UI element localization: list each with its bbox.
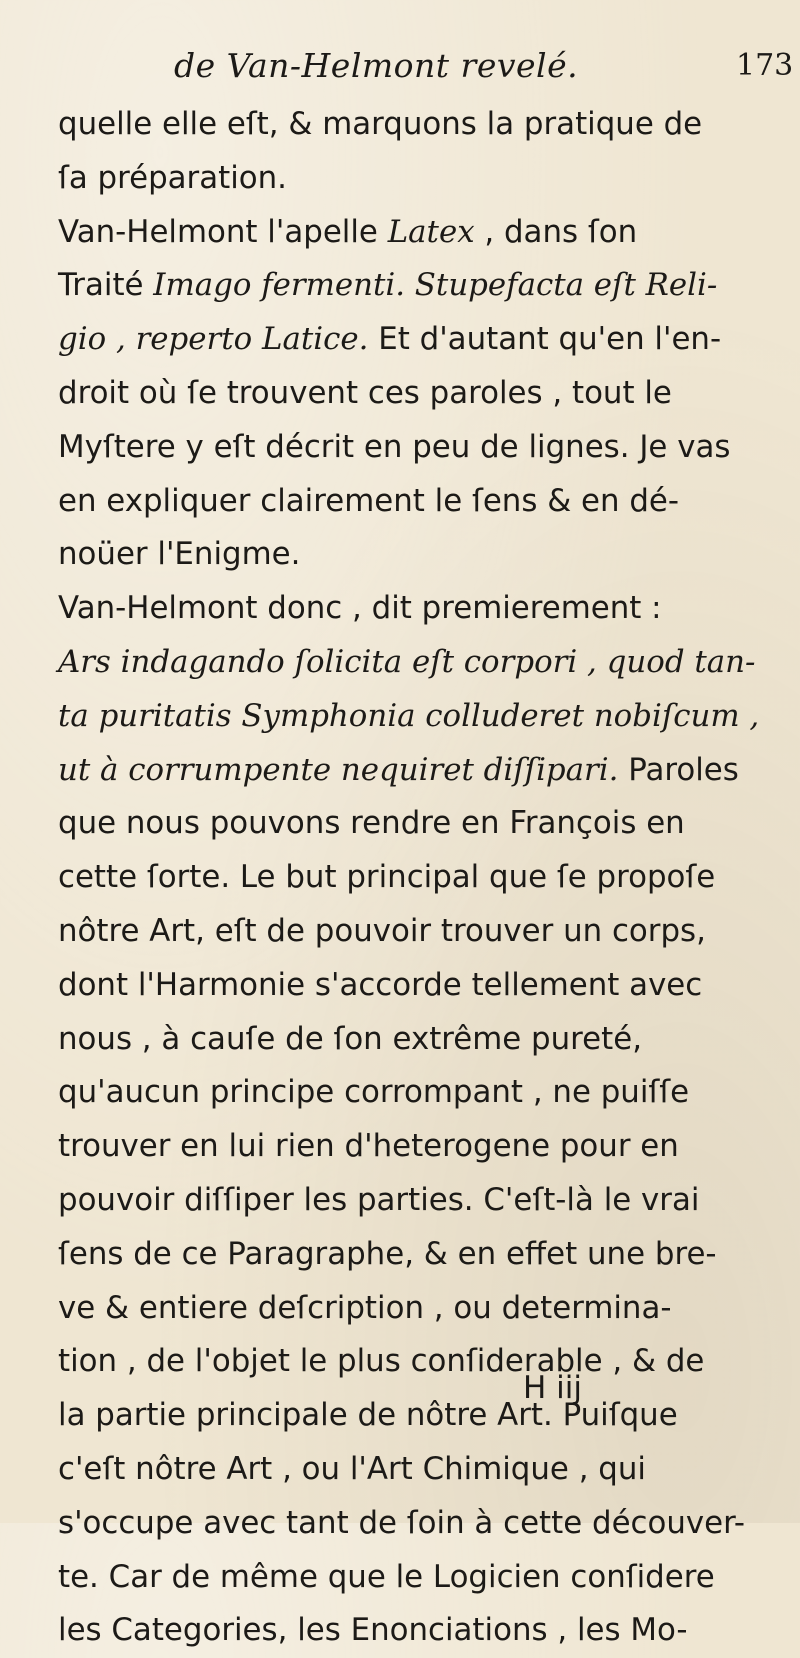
text-segment: cette ſorte. Le but principal que ſe propoſe [58,859,716,896]
text-line [58,1120,794,1174]
text-line [58,851,794,905]
text-line [58,636,794,690]
text-segment: tion , de l'objet le plus conſiderable , & de [58,1343,705,1380]
text-line [58,1013,794,1067]
running-title: de Van-Helmont revelé. [174,46,579,85]
text-segment: Van-Helmont l'apelle [58,213,388,250]
text-segment: Paroles [618,751,739,788]
text-segment: Myſtere y eſt décrit en peu de lignes. Je vas [58,428,731,465]
text-line [58,98,794,152]
text-segment: Van-Helmont donc , dit premierement : [58,590,662,627]
text-segment: Et d'autant qu'en l'en- [368,321,722,358]
text-segment: nous , à cauſe de ſon extrême pureté, [58,1020,643,1057]
text-segment: trouver en lui rien d'heterogene pour en [58,1128,679,1165]
text-line [58,367,794,421]
text-segment: noüer l'Enigme. [58,536,301,573]
italic-segment: ta puritatis Symphonia colluderet nobiſcum , [58,697,760,734]
text-segment: nôtre Art, eſt de pouvoir trouver un corps, [58,912,706,949]
text-line [58,582,794,636]
text-line [58,797,794,851]
italic-segment: ut à corrumpente nequiret diſſipari. [58,751,619,788]
italic-segment: Ars indagando ſolicita eſt corpori , quod tan- [58,643,756,680]
running-head [0,40,800,94]
text-line [58,1604,794,1658]
text-segment: pouvoir diſſiper les parties. C'eſt-là le vrai [58,1181,700,1218]
text-line [58,744,794,798]
text-segment: c'eſt nôtre Art , ou l'Art Chimique , qui [58,1450,646,1487]
text-segment: la partie principale de nôtre Art. Puiſque [58,1397,678,1434]
text-line [58,259,794,313]
italic-segment: Imago fermenti. Stupefacta eſt Reli- [153,267,718,304]
text-line [58,1228,794,1282]
text-line [58,152,794,206]
signature-mark: H iij [523,1370,583,1406]
text-segment: ſens de ce Paragraphe, & en effet une bre- [58,1235,717,1272]
text-line [58,206,794,260]
text-segment: droit où ſe trouvent ces paroles , tout le [58,374,672,411]
text-line [58,690,794,744]
text-segment: que nous pouvons rendre en François en [58,805,685,842]
text-segment: Traité [58,267,154,304]
text-line [58,1443,794,1497]
italic-segment: gio , reperto Latice. [58,321,369,358]
text-segment: quelle elle eſt, & marquons la pratique de [58,106,703,142]
text-line [58,475,794,529]
text-segment: s'occupe avec tant de ſoin à cette découver- [58,1504,745,1541]
text-line [58,905,794,959]
text-segment: dont l'Harmonie s'accorde tellement avec [58,966,703,1003]
italic-segment: Latex [387,213,475,250]
text-line [58,1066,794,1120]
text-line [58,421,794,475]
text-line [58,528,794,582]
text-segment: en expliquer clairement le ſens & en dé- [58,482,680,519]
text-line [58,1551,794,1605]
text-line [58,1282,794,1336]
text-line [58,959,794,1013]
text-segment: ſa préparation. [58,159,287,196]
text-line [58,1497,794,1551]
text-segment: les Categories, les Enonciations , les Mo- [58,1612,688,1649]
text-line [58,1174,794,1228]
text-segment: , dans ſon [474,213,638,250]
text-segment: qu'aucun principe corrompant , ne puiſſe [58,1074,690,1111]
signature-row [0,1370,800,1422]
page-number: 173 [736,48,794,83]
text-line [58,313,794,367]
body-text [58,98,798,1658]
text-segment: te. Car de même que le Logicien conſidere [58,1558,715,1595]
text-segment: ve & entiere deſcription , ou determina- [58,1289,672,1326]
